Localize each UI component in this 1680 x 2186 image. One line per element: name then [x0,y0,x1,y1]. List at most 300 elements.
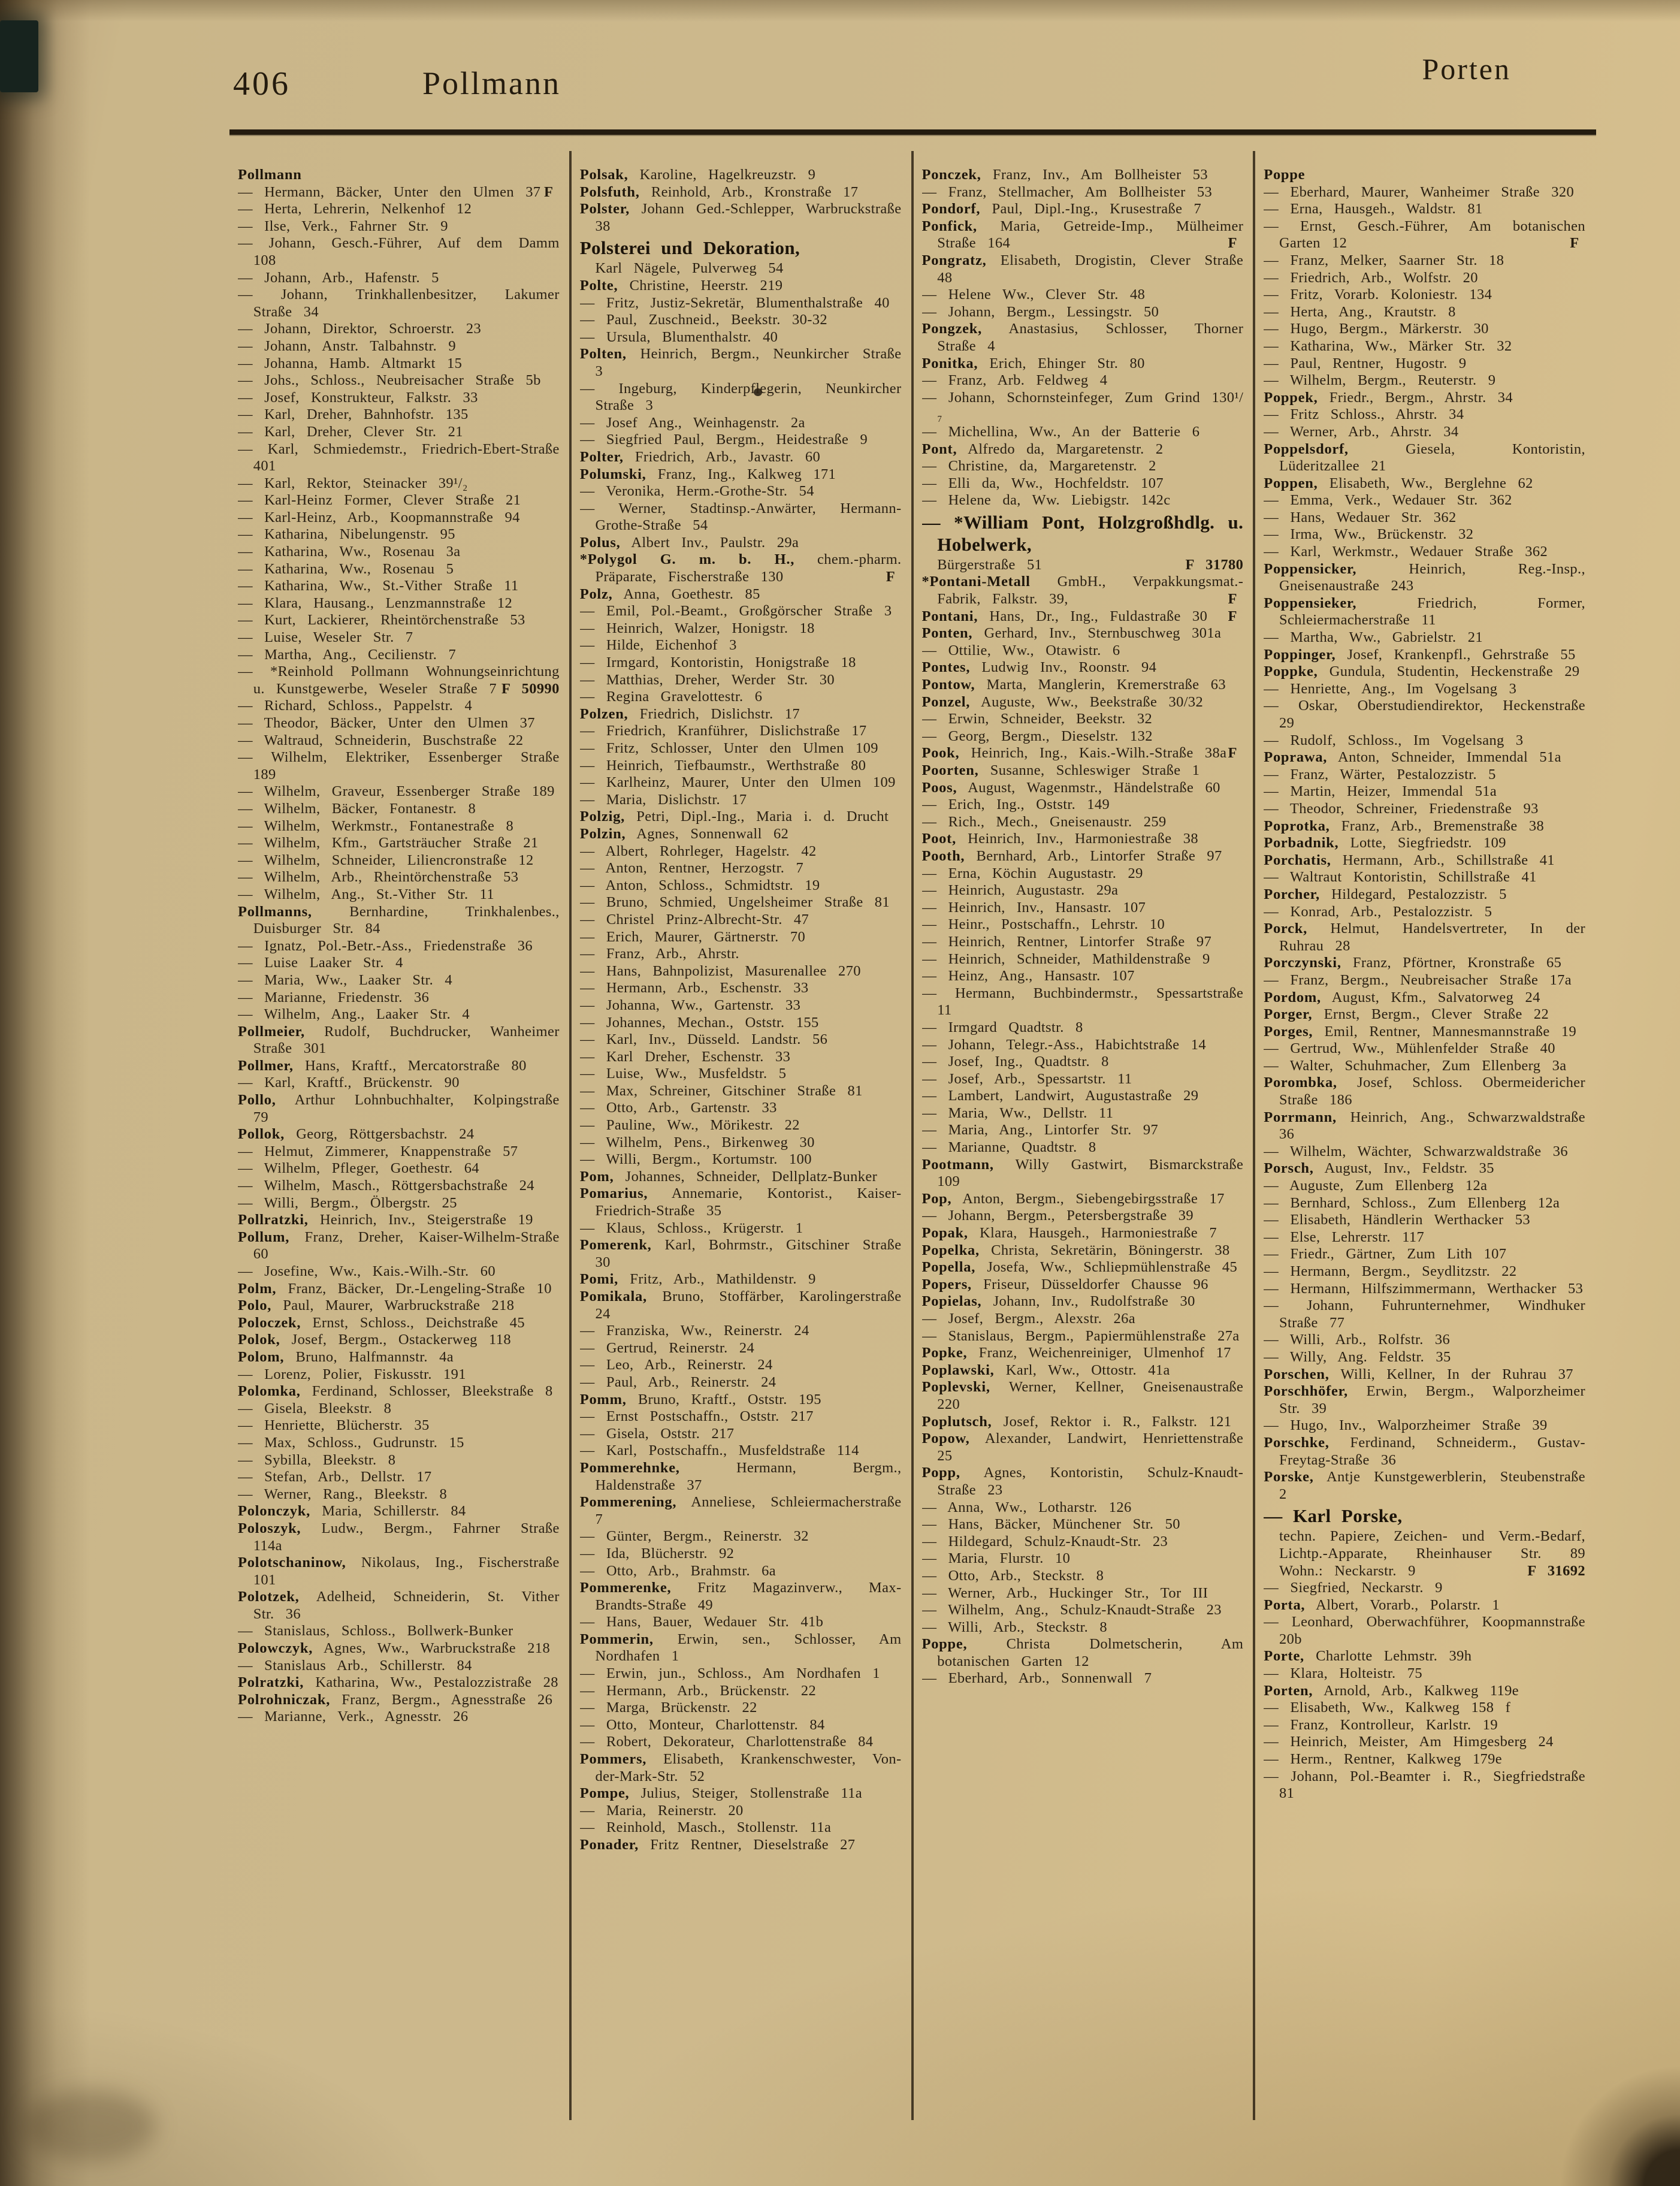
directory-entry: — Georg, Bergm., Dieselstr. 132 [921,727,1153,744]
directory-entry: — Josef, Bergm., Alexstr. 26a [921,1311,1136,1327]
entry-surname: Porsch, [1264,1160,1314,1177]
directory-entry: — Fritz, Schlosser, Unter den Ulmen 109 [579,740,878,756]
directory-entry: Poplutsch, Josef, Rektor i. R., Falkstr. 121 [921,1413,1232,1430]
directory-entry: — Wilhelm, Arb., Rheintörchenstraße 53 [238,869,519,886]
directory-entry: — Wilhelm, Masch., Röttgersbachstraße 24 [238,1177,534,1194]
directory-entry: — Anna, Ww., Lotharstr. 126 [921,1499,1132,1515]
directory-entry: Polsak, Karoline, Hagelkreuzstr. 9 [579,167,816,183]
directory-entry: Pollratzki, Heinrich, Inv., Steigerstraße 19 [238,1212,533,1228]
phone-mark: F [1228,591,1237,608]
entry-surname: Popke, [921,1345,968,1361]
directory-entry: — Katharina, Ww., Rosenau 3a [238,544,461,560]
entry-surname: Popak, [921,1225,968,1242]
directory-entry: Polratzki, Katharina, Ww., Pestalozzistraße 28 [238,1674,558,1691]
directory-entry: — Bruno, Schmied, Ungelsheimer Straße 81 [579,894,890,911]
directory-entry: — Wilhelm, Ang., Schulz-Knaudt-Straße 23 [921,1602,1222,1619]
entry-surname: Polzen, [579,705,629,722]
directory-entry: — Konrad, Arb., Pestalozzistr. 5 [1264,903,1492,920]
directory-entry: Polsterei und Dekoration, Karl Nägele, Pulverweg 54 [580,235,902,277]
phone-mark: F 31780 [1185,556,1244,573]
directory-entry: Popow, Alexander, Landwirt, Henriettenstraße 25 [921,1430,1244,1464]
entry-surname: Pongratz, [921,252,987,268]
phone-mark: F [1228,235,1237,252]
directory-entry: — Wilhelm, Bergm., Reuterstr. 9 [1264,372,1496,389]
entry-surname: Polok, [238,1331,280,1348]
entry-surname: Popelka, [921,1242,980,1258]
directory-entry: — Hugo, Bergm., Märkerstr. 30 [1264,321,1489,337]
directory-entry: Polotzek, Adelheid, Schneiderin, St. Vither Str. 36 [238,1589,560,1622]
directory-entry: — Heinz, Ang., Hansastr. 107 [921,968,1135,985]
directory-entry: Polsfuth, Reinhold, Arb., Kronstraße 17 [579,183,859,200]
directory-entry: — Gisela, Oststr. 217 [579,1425,735,1442]
directory-entry: Poplevski, Werner, Kellner, Gneisenaustraße 220 [921,1379,1244,1412]
phone-mark: F [886,569,896,585]
entry-surname: Polten, [579,346,627,363]
directory-entry: Porte, Charlotte Lehmstr. 39h [1264,1648,1472,1665]
directory-entry: — Christel Prinz-Albrecht-Str. 47 [579,911,809,928]
directory-entry: — Friedr., Gärtner, Zum Lith 107 [1264,1246,1507,1263]
column-4 [1253,151,1595,2120]
directory-entry: — Katharina, Nibelungenstr. 95 [238,526,455,543]
directory-entry: — Wilhelm, Bäcker, Fontanestr. 8 [238,800,476,817]
directory-entry: Ponten, Gerhard, Inv., Sternbuschweg 301a [921,625,1222,642]
entry-surname: Pomi, [579,1271,618,1288]
entry-surname: Poppe, [921,1636,968,1653]
directory-entry: — Erwin, Schneider, Beekstr. 32 [921,711,1153,727]
directory-entry: — Franz, Arb., Ahrstr. [579,946,739,962]
directory-entry: Popak, Klara, Hausgeh., Harmoniestraße 7 [921,1225,1217,1242]
directory-entry: Pongratz, Elisabeth, Drogistin, Clever Straße 48 [921,252,1244,286]
directory-entry: — Ilse, Verk., Fahrner Str. 9 [238,218,448,234]
directory-entry: — Irmgard, Kontoristin, Honigstraße 18 [579,654,856,671]
directory-entry: Polowczyk, Agnes, Ww., Warbruckstraße 218 [238,1640,551,1657]
directory-entry: Pollok, Georg, Röttgersbachstr. 24 [238,1126,475,1143]
directory-entry: Pommerening, Anneliese, Schleiermacherstraße 7 [579,1494,902,1527]
directory-entry: — Herta, Lehrerin, Nelkenhof 12 [238,201,472,218]
directory-entry: Popielas, Johann, Inv., Rudolfstraße 30 [921,1293,1195,1310]
display-entry-name: — Karl Porske, [1264,1505,1403,1527]
directory-entry: — Hans, Wedauer Str. 362 [1264,509,1457,526]
entry-surname: Poppensieker, [1264,594,1357,611]
directory-entry: — Wilhelm, Kfm., Gartsträucher Straße 21 [238,835,539,852]
directory-entry: — Stanislaus Arb., Schillerstr. 84 [238,1657,472,1674]
directory-entry: Porten, Arnold, Arb., Kalkweg 119e [1264,1682,1519,1699]
entry-surname: Popielas, [921,1293,982,1310]
entry-surname: Pollum, [238,1228,290,1245]
entry-surname: Porck, [1264,920,1307,937]
directory-entry: — Gertrud, Ww., Mühlenfelder Straße 40 [1264,1040,1555,1057]
entry-surname: Popella, [921,1259,976,1276]
directory-entry: — Willi, Bergm., Ölbergstr. 25 [238,1194,457,1211]
directory-entry: — Klara, Hausang., Lenzmannstraße 12 [238,594,513,611]
directory-entry: Poprawa, Anton, Schneider, Immendal 51a [1264,749,1561,766]
column-1 [229,151,569,2120]
directory-entry: — Johann, Bergm., Petersbergstraße 39 [921,1207,1194,1224]
directory-entry: — Karlheinz, Maurer, Unter den Ulmen 109 [579,774,896,791]
directory-entry: Polten, Heinrich, Bergm., Neunkircher Straße 3 [579,346,902,379]
entry-surname: Porges, [1264,1023,1313,1040]
directory-entry: Pontow, Marta, Manglerin, Kremerstraße 63 [921,677,1226,693]
display-entry-name: — *William Pont, Holzgroßhdlg. u. Hobelwerk, [921,511,1244,555]
entry-surname: Pommerin, [579,1631,654,1647]
directory-entry: — Elli da, Ww., Hochfeldstr. 107 [921,475,1164,491]
directory-entry: — Ottilie, Ww., Otawistr. 6 [921,642,1120,659]
directory-entry: Polrohniczak, Franz, Bergm., Agnesstraße 26 [238,1691,553,1708]
directory-entry: — Werner, Rang., Bleekstr. 8 [238,1485,448,1502]
entry-surname: Polm, [238,1280,277,1297]
entry-surname: Porten, [1264,1682,1313,1699]
directory-entry: Porschen, Willi, Kellner, In der Ruhrau 37 [1264,1366,1573,1382]
directory-entry: — Ignatz, Pol.-Betr.-Ass., Friedenstraße 36 [238,937,533,954]
directory-entry: Polonczyk, Maria, Schillerstr. 84 [238,1503,466,1520]
directory-entry: — Hans, Bahnpolizist, Masurenallee 270 [579,962,861,979]
directory-entry: — Stefan, Arb., Dellstr. 17 [238,1469,432,1485]
directory-entry: Pommerenke, Fritz Magazinverw., Max-Brandts-Straße 49 [579,1580,902,1613]
phone-mark: F 31692 [1527,1562,1585,1579]
directory-entry: — Lambert, Landwirt, Augustastraße 29 [921,1088,1199,1104]
entry-surname: Porbadnik, [1264,835,1339,852]
directory-entry: — Elisabeth, Ww., Kalkweg 158 f [1264,1699,1511,1716]
entry-surname: Polo, [238,1297,272,1314]
directory-entry: — Michellina, Ww., An der Batterie 6 [921,423,1200,440]
directory-entry: — Gertrud, Reinerstr. 24 [579,1339,755,1356]
directory-entry: — Martha, Ww., Gabrielstr. 21 [1264,629,1483,646]
directory-entry: — Luise, Ww., Musfeldstr. 5 [579,1065,787,1082]
directory-entry: — Johann, Fuhrunternehmer, Windhuker Straße 77 [1264,1297,1585,1331]
directory-entry: — Karl, Rektor, Steinacker 39¹/₂ [238,475,468,491]
directory-entry: — Bernhard, Schloss., Zum Ellenberg 12a [1264,1194,1560,1211]
directory-entry: — Johanna, Hamb. Altmarkt 15 [238,355,463,372]
directory-entry: Poprotka, Franz, Arb., Bremenstraße 38 [1264,817,1545,834]
directory-entry: Porger, Ernst, Bergm., Clever Straße 22 [1264,1006,1549,1023]
entry-surname: Polsfuth, [579,183,640,200]
directory-entry: Poorten, Susanne, Schleswiger Straße 1 [921,762,1200,778]
directory-entry: — Wilhelm, Werkmstr., Fontanestraße 8 [238,817,514,834]
entry-surname: Pontes, [921,659,971,676]
directory-entry: — Karl, Werkmstr., Wedauer Straße 362 [1264,544,1548,560]
directory-entry: — Wilhelm, Ang., St.-Vither Str. 11 [238,886,494,902]
entry-surname: Polsak, [579,167,629,183]
directory-entry: — *William Pont, Holzgroßhdlg. u. Hobelwerk, Bürgerstraße 51 F 31780 [921,511,1244,573]
entry-surname: Polzin, [579,825,626,842]
directory-entry: — Eberhard, Arb., Sonnenwall 7 [921,1670,1152,1687]
directory-entry: Polter, Friedrich, Arb., Javastr. 60 [579,448,821,465]
directory-entry: — Leonhard, Oberwachführer, Koopmannstraße 20b [1264,1614,1585,1647]
directory-columns [229,151,1595,2120]
directory-entry: — Johann, Pol.-Beamter i. R., Siegfriedstraße 81 [1264,1768,1585,1802]
directory-entry: Polz, Anna, Goethestr. 85 [579,585,760,602]
directory-entry: — Hermann, Bergm., Seydlitzstr. 22 [1264,1263,1517,1279]
entry-surname: Poppe [1264,167,1306,183]
directory-entry: — Elisabeth, Händlerin Werthacker 53 [1264,1212,1531,1228]
directory-entry: — Gisela, Bleekstr. 8 [238,1400,392,1417]
directory-entry: — Friedrich, Kranführer, Dislichstraße 17 [579,723,867,739]
entry-surname: Pollmeier, [238,1023,305,1040]
directory-entry: — Josef Ang., Weinhagenstr. 2a [579,414,805,431]
entry-surname: Pompe, [579,1785,630,1802]
entry-surname: Poppelsdorf, [1264,440,1349,457]
directory-entry: — Willi, Bergm., Kortumstr. 100 [579,1151,812,1168]
entry-surname: *Polygol G. m. b. H., [579,551,795,568]
directory-entry: — Ida, Blücherstr. 92 [579,1545,735,1562]
entry-surname: *Pontani-Metall [921,573,1031,590]
directory-entry: Porombka, Josef, Schloss. Obermeidericher Straße 186 [1264,1074,1585,1109]
directory-entry: Porta, Albert, Vorarb., Polarstr. 1 [1264,1596,1500,1613]
entry-surname: Polom, [238,1348,285,1365]
entry-surname: Pootmann, [921,1156,994,1173]
directory-entry: Poos, August, Wagenmstr., Händelstraße 60 [921,779,1220,796]
directory-entry: Polumski, Franz, Ing., Kalkweg 171 [579,466,836,482]
directory-entry: Porbadnik, Lotte, Siegfriedstr. 109 [1264,835,1506,852]
entry-surname: Polratzki, [238,1674,304,1691]
directory-entry: — Johann, Arb., Hafenstr. 5 [238,269,439,286]
directory-entry: — Otto, Arb., Gartenstr. 33 [579,1100,777,1116]
directory-entry: — Fritz Schloss., Ahrstr. 34 [1264,406,1464,423]
entry-surname: Ponzel, [921,693,971,710]
entry-surname: Porschhöfer, [1264,1383,1348,1400]
directory-entry: — Hermann, Arb., Eschenstr. 33 [579,980,809,997]
directory-entry: Ponczek, Franz, Inv., Am Bollheister 53 [921,167,1208,183]
directory-entry: Pollum, Franz, Dreher, Kaiser-Wilhelm-Straße 60 [238,1228,560,1263]
phone-mark: F [1228,608,1237,624]
directory-entry: — Luise Laaker Str. 4 [238,955,403,971]
directory-entry: Pollmeier, Rudolf, Buchdrucker, Wanheimer Straße 301 [238,1023,560,1057]
directory-entry: — Hermann, Bäcker, Unter den Ulmen 37 F [238,184,560,201]
directory-entry: — Heinrich, Meister, Am Himgesberg 24 [1264,1734,1554,1750]
directory-entry: — Erwin, jun., Schloss., Am Nordhafen 1 [579,1665,880,1682]
directory-entry: — Emil, Pol.-Beamt., Großgörscher Straße 3 [579,603,892,620]
entry-surname: Porschen, [1264,1366,1330,1382]
directory-entry: — Franz, Kontrolleur, Karlstr. 19 [1264,1716,1498,1733]
directory-entry: — Werner, Stadtinsp.-Anwärter, Hermann-Grothe-Straße 54 [579,500,902,534]
header-rule [229,129,1596,135]
directory-entry: Porsch, August, Inv., Feldstr. 35 [1264,1160,1494,1177]
entry-surname: Pommerehnke, [579,1459,680,1476]
guide-word-right: Porten [1422,52,1511,86]
directory-entry: Porschhöfer, Erwin, Bergm., Walporzheimer Str. 39 [1264,1383,1585,1417]
directory-entry: Polm, Franz, Bäcker, Dr.-Lengeling-Straße 10 [238,1280,552,1297]
entry-surname: Pommerening, [579,1494,677,1511]
entry-surname: Polomka, [238,1383,301,1400]
entry-surname: Pontow, [921,677,975,693]
directory-entry: — Hilde, Eichenhof 3 [579,637,737,654]
directory-entry: Poot, Heinrich, Inv., Harmoniestraße 38 [921,831,1199,847]
directory-entry: — Reinhold, Masch., Stollenstr. 11a [579,1819,832,1836]
directory-entry: — Irma, Ww., Brückenstr. 32 [1264,526,1474,543]
directory-entry: — Wilhelm, Pens., Birkenweg 30 [579,1134,815,1151]
directory-entry: Porczynski, Franz, Pförtner, Kronstraße 65 [1264,955,1562,971]
directory-entry: — Christine, da, Margaretenstr. 2 [921,458,1156,475]
directory-entry: — Lorenz, Polier, Fiskusstr. 191 [238,1366,466,1382]
column-2 [569,151,911,2120]
directory-entry: Ponfick, Maria, Getreide-Imp., Mülheimer Straße 164 F [921,218,1244,252]
entry-surname: Porta, [1264,1596,1306,1613]
directory-entry: — Maria, Reinerstr. 20 [579,1802,744,1819]
directory-entry: — Josef, Ing., Quadtstr. 8 [921,1053,1109,1070]
directory-entry: Pomerenk, Karl, Bohrmstr., Gitschiner Straße 30 [579,1237,902,1270]
directory-entry: *Pontani-Metall GmbH., Verpakkungsmat.-Fabrik, Falkstr. 39, F [921,573,1244,608]
directory-entry: — Anton, Schloss., Schmidtstr. 19 [579,877,820,893]
directory-entry: — Johann, Schornsteinfeger, Zum Grind 130¹/₇ [921,389,1244,423]
entry-surname: Poprotka, [1264,817,1330,834]
entry-surname: Porte, [1264,1648,1304,1665]
directory-entry: Pop, Anton, Bergm., Siebengebirgsstraße 17 [921,1190,1225,1207]
directory-entry: — Karl Porske, techn. Papiere, Zeichen- und Verm.-Bedarf, Lichtp.-Apparate, Rheinhauser Str. 89 Wohn.: Neckarstr. 9 F 31692 [1264,1505,1585,1579]
entry-surname: Poplawski, [921,1361,995,1378]
entry-surname: Poloszyk, [238,1520,301,1536]
directory-entry: — Helene Ww., Clever Str. 48 [921,286,1146,303]
entry-surname: Poppen, [1264,475,1318,491]
directory-entry: — Otto, Arb., Brahmstr. 6a [579,1562,776,1579]
directory-entry: Pompe, Julius, Steiger, Stollenstraße 11a [579,1785,862,1802]
directory-entry: — Karl-Heinz Former, Clever Straße 21 [238,492,521,509]
directory-entry: Poppe, Christa Dolmetscherin, Am botanischen Garten 12 [921,1636,1244,1669]
entry-surname: Polowczyk, [238,1640,313,1657]
directory-entry: Pomi, Fritz, Arb., Mathildenstr. 9 [579,1271,816,1288]
directory-entry: Poppke, Gundula, Studentin, Heckenstraße 29 [1264,663,1580,680]
directory-entry: — Max, Schloss., Gudrunstr. 15 [238,1434,464,1451]
directory-entry: Poloczek, Ernst, Schloss., Deichstraße 45 [238,1314,525,1331]
directory-entry: — Marianne, Verk., Agnesstr. 26 [238,1708,469,1725]
directory-entry: Popke, Franz, Weichenreiniger, Ulmenhof 17 [921,1345,1231,1361]
directory-entry: — Siegfried, Neckarstr. 9 [1264,1580,1443,1596]
directory-entry: — Maria, Ww., Dellstr. 11 [921,1104,1114,1121]
entry-surname: Pollok, [238,1126,285,1143]
directory-entry: Polok, Josef, Bergm., Ostackerweg 118 [238,1331,511,1348]
directory-entry: — Johann, Telegr.-Ass., Habichtstraße 14 [921,1036,1206,1053]
entry-surname: Porschke, [1264,1434,1330,1451]
entry-surname: Porcher, [1264,886,1320,902]
directory-entry: — Waltraud, Schneiderin, Buschstraße 22 [238,732,524,748]
directory-entry: — Johann, Direktor, Schroerstr. 23 [238,321,482,337]
entry-surname: Polter, [579,448,624,465]
directory-entry: Polus, Albert Inv., Paulstr. 29a [579,534,799,551]
directory-entry: Poloszyk, Ludw., Bergm., Fahrner Straße 114a [238,1520,560,1554]
entry-surname: Ponitka, [921,355,978,372]
directory-entry: — Willi, Arb., Rolfstr. 36 [1264,1331,1451,1348]
entry-surname: Porczynski, [1264,955,1341,971]
directory-entry: — Theodor, Bäcker, Unter den Ulmen 37 [238,715,535,731]
page-number: 406 [233,65,291,102]
entry-surname: Pommers, [579,1751,647,1768]
directory-entry: — Herta, Ang., Krautstr. 8 [1264,303,1456,320]
directory-entry: Pomarius, Annemarie, Kontorist., Kaiser-Friedrich-Straße 35 [579,1185,902,1219]
directory-entry: — Otto, Arb., Steckstr. 8 [921,1567,1104,1584]
directory-entry: — Hermann, Hilfszimmermann, Werthacker 53 [1264,1280,1584,1297]
directory-entry: — Herm., Rentner, Kalkweg 179e [1264,1751,1503,1768]
entry-surname: Porombka, [1264,1074,1337,1091]
directory-entry: — Paul, Zuschneid., Beekstr. 30-32 [579,312,827,328]
directory-entry: Poppinger, Josef, Krankenpfl., Gehrstraße 55 [1264,646,1576,663]
entry-surname: Ponten, [921,625,973,642]
directory-entry: Pollo, Arthur Lohnbuchhalter, Kolpingstraße 79 [238,1092,560,1125]
entry-surname: Pommerenke, [579,1580,672,1596]
directory-entry: — Rich., Mech., Gneisenaustr. 259 [921,813,1167,830]
bottom-left-smudge [24,2090,156,2162]
directory-entry: Pontani, Hans, Dr., Ing., Fuldastraße 30 F [922,608,1244,626]
directory-entry: Poppelsdorf, Giesela, Kontoristin, Lüderitzallee 21 [1264,440,1585,475]
directory-entry: — Willy, Ang. Feldstr. 35 [1264,1348,1451,1365]
directory-entry: Polster, Johann Ged.-Schlepper, Warbruckstraße 38 [579,201,902,234]
directory-entry: Poppensicker, Heinrich, Reg.-Insp., Gneisenaustraße 243 [1264,560,1585,594]
guide-word-left: Pollmann [422,65,561,101]
directory-entry: Pook, Heinrich, Ing., Kais.-Wilh.-Straße 38a F [922,745,1244,762]
directory-entry: — Heinrich, Walzer, Honigstr. 18 [579,620,815,636]
directory-entry: — Fritz, Justiz-Sekretär, Blumenthalstraße 40 [579,294,890,311]
directory-entry: — Hugo, Inv., Walporzheimer Straße 39 [1264,1417,1548,1434]
entry-surname: Pomerenk, [579,1237,652,1254]
directory-entry: — Ursula, Blumenthalstr. 40 [579,328,778,345]
directory-entry: Porschke, Ferdinand, Schneiderm., Gustav-Freytag-Straße 36 [1264,1434,1585,1468]
directory-entry: — Katharina, Ww., St.-Vither Straße 11 [238,578,519,594]
directory-entry: Polzen, Friedrich, Dislichstr. 17 [579,705,800,722]
entry-surname: Poppinger, [1264,646,1336,663]
directory-entry: *Polygol G. m. b. H., chem.-pharm. Präparate, Fischerstraße 130 F [579,551,902,585]
entry-surname: Polus, [579,534,621,551]
entry-surname: Pongzek, [921,321,982,337]
directory-entry: — Wilhelm, Graveur, Essenberger Straße 189 [238,783,555,800]
directory-entry: — Emma, Verk., Wedauer Str. 362 [1264,492,1512,509]
directory-entry: — Franz, Stellmacher, Am Bollheister 53 [921,183,1213,200]
directory-entry: Poppensieker, Friedrich, Former, Schleiermacherstraße 11 [1264,594,1585,629]
entry-surname: Poplevski, [921,1379,990,1396]
entry-surname: Poplutsch, [921,1413,992,1430]
entry-surname: Porske, [1264,1469,1314,1485]
directory-entry: — Ernst, Gesch.-Führer, Am botanischen Garten 12 F [1264,218,1585,252]
entry-surname: Popow, [921,1430,970,1447]
directory-entry: Poplawski, Karl, Ww., Ottostr. 41a [921,1361,1170,1378]
directory-entry: — Josefine, Ww., Kais.-Wilh.-Str. 60 [238,1263,495,1279]
directory-entry: Poppek, Friedr., Bergm., Ahrstr. 34 [1264,389,1513,406]
directory-entry: — Katharina, Ww., Rosenau 5 [238,560,454,577]
directory-entry: — Franz, Wärter, Pestalozzistr. 5 [1264,766,1496,783]
directory-entry: — Luise, Weseler Str. 7 [238,629,413,646]
directory-entry: — Hermann, Buchbindermstr., Spessartstraße 11 [921,985,1244,1019]
directory-entry: — Sybilla, Bleekstr. 8 [238,1451,396,1468]
directory-entry: — Katharina, Ww., Märker Str. 32 [1264,337,1512,354]
directory-entry: — Johann, Anstr. Talbahnstr. 9 [238,337,457,354]
directory-entry: Pontes, Ludwig Inv., Roonstr. 94 [921,659,1157,676]
directory-entry: — Auguste, Zum Ellenberg 12a [1264,1177,1488,1194]
directory-entry: — Hermann, Arb., Brückenstr. 22 [579,1682,817,1699]
entry-surname: Poloczek, [238,1314,301,1331]
directory-entry: — Ingeburg, Kinderpflegerin, Neunkircher Straße 3 [579,380,902,414]
directory-entry: Popella, Josefa, Ww., Schliepmühlenstraße 45 [921,1259,1238,1276]
directory-entry: — Josef, Arb., Spessartstr. 11 [921,1070,1132,1087]
entry-surname: Polte, [579,277,618,294]
entry-surname: Pomarius, [579,1185,648,1202]
directory-entry: — Rudolf, Schloss., Im Vogelsang 3 [1264,732,1524,748]
entry-surname: Poprawa, [1264,749,1328,766]
directory-entry: — Erich, Maurer, Gärtnerstr. 70 [579,928,806,945]
display-entry-name: Polsterei und Dekoration, [579,237,800,259]
directory-entry: — Wilhelm, Elektriker, Essenberger Straße 189 [238,749,560,783]
directory-entry: Ponitka, Erich, Ehinger Str. 80 [921,355,1145,372]
directory-entry: — Maria, Flurstr. 10 [921,1550,1071,1567]
column-3 [911,151,1253,2120]
directory-entry: — *Reinhold Pollmann Wohnungseinrichtung u. Kunstgewerbe, Weseler Straße 7 F 50990 [238,663,560,697]
directory-entry: — Theodor, Schreiner, Friedenstraße 93 [1264,800,1539,817]
directory-entry: — Erna, Hausgeh., Waldstr. 81 [1264,201,1483,218]
directory-entry: — Helene da, Ww. Liebigstr. 142c [921,492,1171,509]
directory-entry: — Heinrich, Inv., Hansastr. 107 [921,899,1146,916]
directory-entry: — Regina Gravelottestr. 6 [579,689,763,705]
phone-mark: F [1228,745,1237,762]
directory-entry: Ponzel, Auguste, Ww., Beekstraße 30/32 [921,693,1204,710]
directory-entry: — Karl, Inv., Düsseld. Landstr. 56 [579,1031,828,1048]
directory-entry: — Wilhelm, Wächter, Schwarzwaldstraße 36 [1264,1143,1568,1160]
directory-entry: — Günter, Bergm., Reinerstr. 32 [579,1528,809,1545]
